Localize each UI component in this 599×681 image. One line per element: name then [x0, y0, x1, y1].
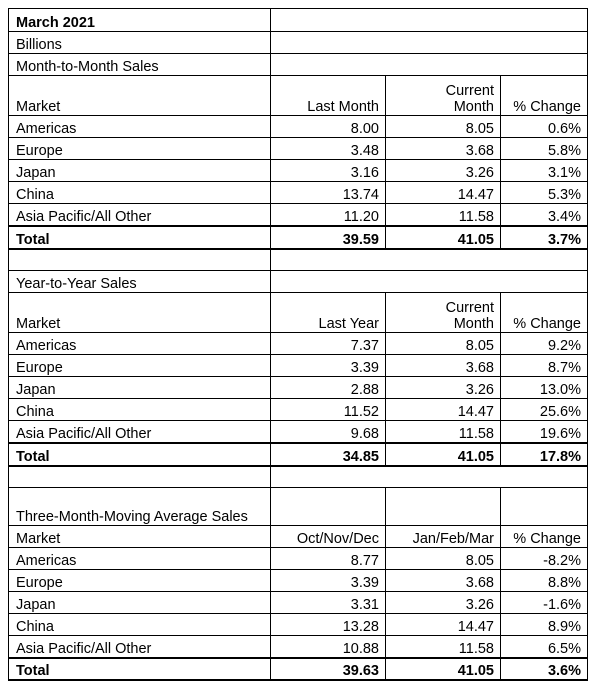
report-title: March 2021 [9, 9, 271, 32]
value-cell: 14.47 [386, 614, 501, 636]
units-row [9, 32, 588, 54]
value-cell: 2.88 [271, 377, 386, 399]
total-label: Total [9, 226, 271, 249]
yty-col-current-line1: Current [445, 300, 494, 316]
pct-cell: 0.6% [501, 116, 588, 138]
table-row [9, 399, 588, 421]
tmma-section-title: Three-Month-Moving Average Sales [9, 488, 271, 526]
tmma-section-title-row [9, 488, 588, 526]
total-value: 39.63 [271, 658, 386, 680]
total-pct: 17.8% [501, 443, 588, 466]
total-pct: 3.6% [501, 658, 588, 680]
yty-col-last-year: Last Year [271, 293, 386, 333]
tmma-col-pct-change: % Change [501, 526, 588, 548]
pct-cell: 9.2% [501, 333, 588, 355]
tmma-col-market: Market [9, 526, 271, 548]
value-cell: 8.05 [386, 116, 501, 138]
market-cell: Americas [9, 333, 271, 355]
table-row [9, 548, 588, 570]
total-row [9, 443, 588, 466]
market-cell: Japan [9, 377, 271, 399]
market-cell: Japan [9, 592, 271, 614]
market-cell: China [9, 399, 271, 421]
value-cell: 3.26 [386, 592, 501, 614]
total-pct: 3.7% [501, 226, 588, 249]
value-cell: 3.68 [386, 138, 501, 160]
mtm-section-title-row [9, 54, 588, 76]
value-cell: 13.74 [271, 182, 386, 204]
total-row [9, 226, 588, 249]
value-cell: 14.47 [386, 182, 501, 204]
table-row [9, 614, 588, 636]
value-cell: 8.00 [271, 116, 386, 138]
mtm-section-title: Month-to-Month Sales [9, 54, 271, 76]
market-cell: Europe [9, 570, 271, 592]
table-row [9, 377, 588, 399]
table-row [9, 204, 588, 226]
tmma-col-oct-nov-dec: Oct/Nov/Dec [271, 526, 386, 548]
table-row [9, 182, 588, 204]
pct-cell: 5.8% [501, 138, 588, 160]
market-cell: Asia Pacific/All Other [9, 636, 271, 658]
value-cell: 8.05 [386, 333, 501, 355]
total-row [9, 658, 588, 680]
total-label: Total [9, 443, 271, 466]
value-cell: 13.28 [271, 614, 386, 636]
pct-cell: 8.7% [501, 355, 588, 377]
mtm-column-header-row [9, 76, 588, 116]
table-row [9, 355, 588, 377]
yty-col-market: Market [9, 293, 271, 333]
value-cell: 11.58 [386, 636, 501, 658]
pct-cell: -8.2% [501, 548, 588, 570]
total-value: 34.85 [271, 443, 386, 466]
table-row [9, 592, 588, 614]
yty-section-title-row [9, 271, 588, 293]
table-row [9, 570, 588, 592]
market-cell: Japan [9, 160, 271, 182]
spacer-row [9, 249, 588, 271]
value-cell: 8.05 [386, 548, 501, 570]
market-cell: China [9, 614, 271, 636]
title-row [9, 9, 588, 32]
value-cell: 3.39 [271, 570, 386, 592]
yty-col-current-line2: Month [453, 316, 494, 332]
pct-cell: 6.5% [501, 636, 588, 658]
mtm-col-current-line2: Month [453, 99, 494, 115]
market-cell: Asia Pacific/All Other [9, 204, 271, 226]
value-cell: 11.20 [271, 204, 386, 226]
market-cell: Europe [9, 138, 271, 160]
total-label: Total [9, 658, 271, 680]
yty-column-header-row [9, 293, 588, 333]
mtm-col-market: Market [9, 76, 271, 116]
mtm-col-current-line1: Current [445, 83, 494, 99]
total-value: 39.59 [271, 226, 386, 249]
mtm-col-current-month [386, 76, 501, 116]
total-value: 41.05 [386, 658, 501, 680]
table-row [9, 421, 588, 443]
value-cell: 3.26 [386, 160, 501, 182]
value-cell: 3.48 [271, 138, 386, 160]
pct-cell: 3.4% [501, 204, 588, 226]
yty-col-current-month [386, 293, 501, 333]
units-label: Billions [9, 32, 271, 54]
mtm-col-last-month: Last Month [271, 76, 386, 116]
table-row [9, 333, 588, 355]
sales-table [8, 8, 588, 681]
total-value: 41.05 [386, 226, 501, 249]
tmma-col-jan-feb-mar: Jan/Feb/Mar [386, 526, 501, 548]
market-cell: Americas [9, 548, 271, 570]
pct-cell: 13.0% [501, 377, 588, 399]
table-row [9, 636, 588, 658]
pct-cell: 8.8% [501, 570, 588, 592]
table-row [9, 138, 588, 160]
mtm-col-pct-change: % Change [501, 76, 588, 116]
value-cell: 14.47 [386, 399, 501, 421]
table-row [9, 160, 588, 182]
value-cell: 8.77 [271, 548, 386, 570]
value-cell: 3.68 [386, 355, 501, 377]
pct-cell: 5.3% [501, 182, 588, 204]
market-cell: Asia Pacific/All Other [9, 421, 271, 443]
value-cell: 7.37 [271, 333, 386, 355]
value-cell: 11.58 [386, 204, 501, 226]
value-cell: 11.58 [386, 421, 501, 443]
value-cell: 11.52 [271, 399, 386, 421]
value-cell: 3.68 [386, 570, 501, 592]
spacer-row [9, 466, 588, 488]
value-cell: 9.68 [271, 421, 386, 443]
yty-section-title: Year-to-Year Sales [9, 271, 271, 293]
market-cell: China [9, 182, 271, 204]
pct-cell: -1.6% [501, 592, 588, 614]
market-cell: Europe [9, 355, 271, 377]
total-value: 41.05 [386, 443, 501, 466]
tmma-column-header-row [9, 526, 588, 548]
pct-cell: 3.1% [501, 160, 588, 182]
market-cell: Americas [9, 116, 271, 138]
pct-cell: 25.6% [501, 399, 588, 421]
yty-col-pct-change: % Change [501, 293, 588, 333]
table-row [9, 116, 588, 138]
value-cell: 3.16 [271, 160, 386, 182]
value-cell: 10.88 [271, 636, 386, 658]
value-cell: 3.31 [271, 592, 386, 614]
pct-cell: 8.9% [501, 614, 588, 636]
pct-cell: 19.6% [501, 421, 588, 443]
value-cell: 3.26 [386, 377, 501, 399]
value-cell: 3.39 [271, 355, 386, 377]
